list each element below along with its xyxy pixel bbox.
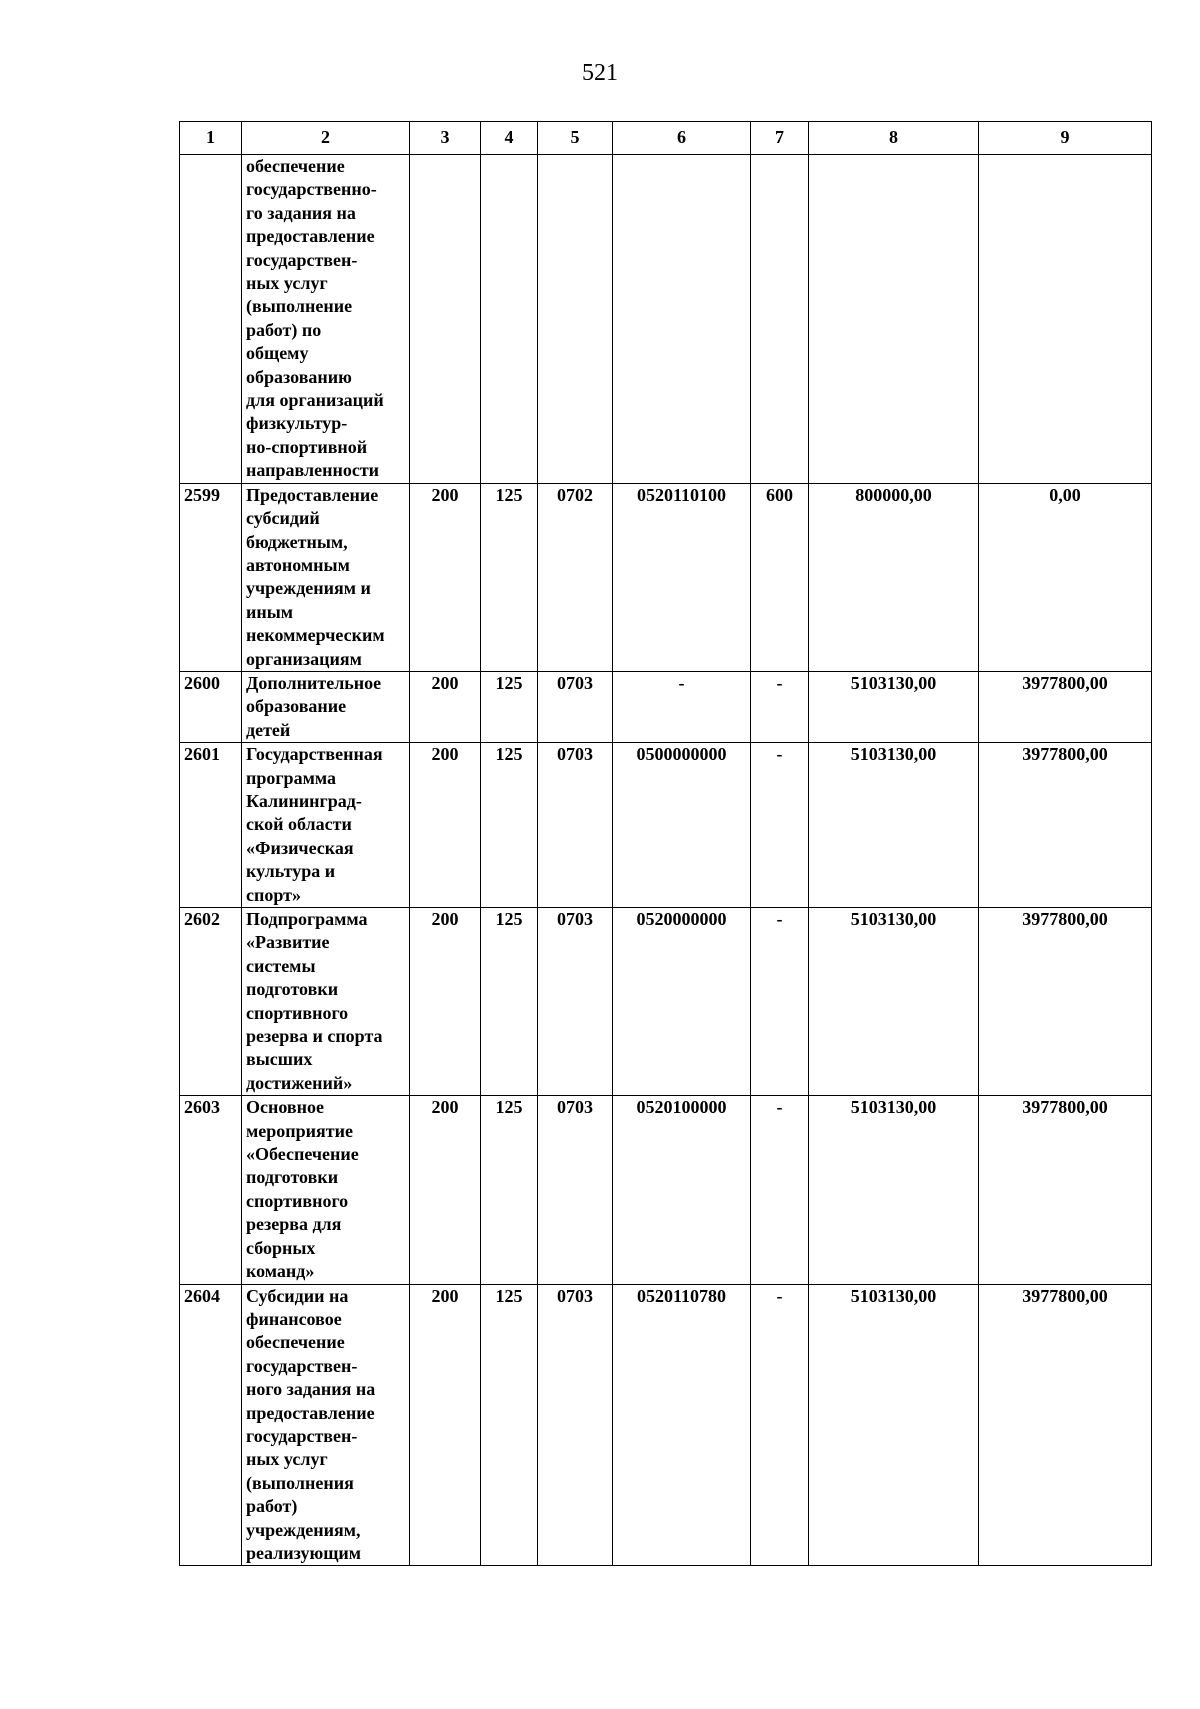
row-name-text: обеспечение государственно- го задания на предоставление государствен- ных услуг (выполнение работ) по общему образованию для организаций физкультур- но-спортивной направленности: [246, 156, 384, 481]
cell-col3: 200: [410, 1096, 481, 1284]
row-name: [242, 908, 410, 1096]
row-name: [242, 483, 410, 671]
cell-col9: 3977800,00: [979, 743, 1152, 908]
column-header: 9: [979, 122, 1152, 155]
row-name: [242, 155, 410, 484]
table-row: [180, 155, 1152, 484]
row-name-text: Подпрограмма «Развитие системы подготовки спортивного резерва и спорта высших достижений»: [246, 909, 383, 1093]
cell-col3: [410, 155, 481, 484]
row-number: 2601: [180, 743, 242, 908]
column-header: 8: [809, 122, 979, 155]
row-name-text: Предоставление субсидий бюджетным, автономным учреждениям и иным некоммерческим организациям: [246, 484, 385, 669]
row-name-text: Основное мероприятие «Обеспечение подготовки спортивного резерва для сборных команд»: [246, 1097, 359, 1282]
cell-col5: 0702: [538, 483, 613, 671]
row-name: [242, 1284, 410, 1566]
cell-col8: 5103130,00: [809, 908, 979, 1096]
cell-col8: 5103130,00: [809, 671, 979, 742]
cell-col5: 0703: [538, 671, 613, 742]
cell-col4: 125: [481, 671, 538, 742]
row-name-text: Государственная программа Калининград- ской области «Физическая культура и спорт»: [246, 744, 383, 905]
row-name: [242, 671, 410, 742]
cell-col3: 200: [410, 483, 481, 671]
cell-col4: 125: [481, 908, 538, 1096]
row-number: 2599: [180, 483, 242, 671]
cell-col4: 125: [481, 483, 538, 671]
cell-col8: 5103130,00: [809, 1096, 979, 1284]
cell-col7: [751, 155, 809, 484]
row-number: 2604: [180, 1284, 242, 1566]
cell-col7: 600: [751, 483, 809, 671]
cell-col4: [481, 155, 538, 484]
table-row: [180, 1284, 1152, 1566]
cell-col5: 0703: [538, 908, 613, 1096]
cell-col9: 0,00: [979, 483, 1152, 671]
table-row: [180, 671, 1152, 742]
row-name-text: Субсидии на финансовое обеспечение государствен- ного задания на предоставление государствен- ных услуг (выполнения работ) учреждениям, реализующим: [246, 1285, 376, 1563]
cell-col6: 0520110100: [613, 483, 751, 671]
cell-col5: 0703: [538, 1284, 613, 1566]
table-row: [180, 908, 1152, 1096]
row-number: 2600: [180, 671, 242, 742]
row-number: 2603: [180, 1096, 242, 1284]
table-row: [180, 1096, 1152, 1284]
column-header: 2: [242, 122, 410, 155]
column-header: 5: [538, 122, 613, 155]
cell-col4: 125: [481, 743, 538, 908]
cell-col8: 5103130,00: [809, 743, 979, 908]
column-header: 7: [751, 122, 809, 155]
cell-col7: -: [751, 908, 809, 1096]
column-header: 1: [180, 122, 242, 155]
cell-col4: 125: [481, 1284, 538, 1566]
column-header: 4: [481, 122, 538, 155]
cell-col7: -: [751, 1096, 809, 1284]
cell-col9: 3977800,00: [979, 1096, 1152, 1284]
cell-col3: 200: [410, 1284, 481, 1566]
row-number: [180, 155, 242, 484]
cell-col3: 200: [410, 743, 481, 908]
page-number: 521: [582, 60, 618, 86]
row-name: [242, 1096, 410, 1284]
cell-col5: 0703: [538, 743, 613, 908]
cell-col9: 3977800,00: [979, 908, 1152, 1096]
cell-col7: -: [751, 743, 809, 908]
cell-col6: 0520110780: [613, 1284, 751, 1566]
table-row: [180, 743, 1152, 908]
cell-col6: -: [613, 671, 751, 742]
row-name: [242, 743, 410, 908]
cell-col4: 125: [481, 1096, 538, 1284]
cell-col9: [979, 155, 1152, 484]
row-number: 2602: [180, 908, 242, 1096]
cell-col3: 200: [410, 671, 481, 742]
column-header: 3: [410, 122, 481, 155]
cell-col8: 800000,00: [809, 483, 979, 671]
cell-col6: 0500000000: [613, 743, 751, 908]
cell-col5: 0703: [538, 1096, 613, 1284]
cell-col7: -: [751, 671, 809, 742]
cell-col3: 200: [410, 908, 481, 1096]
cell-col7: -: [751, 1284, 809, 1566]
cell-col6: 0520000000: [613, 908, 751, 1096]
cell-col9: 3977800,00: [979, 671, 1152, 742]
header-row: [180, 122, 1152, 155]
cell-col6: 0520100000: [613, 1096, 751, 1284]
cell-col5: [538, 155, 613, 484]
cell-col9: 3977800,00: [979, 1284, 1152, 1566]
table-row: [180, 483, 1152, 671]
cell-col6: [613, 155, 751, 484]
budget-table: [179, 121, 1152, 1566]
column-header: 6: [613, 122, 751, 155]
row-name-text: Дополнительное образование детей: [246, 672, 382, 740]
cell-col8: [809, 155, 979, 484]
cell-col8: 5103130,00: [809, 1284, 979, 1566]
